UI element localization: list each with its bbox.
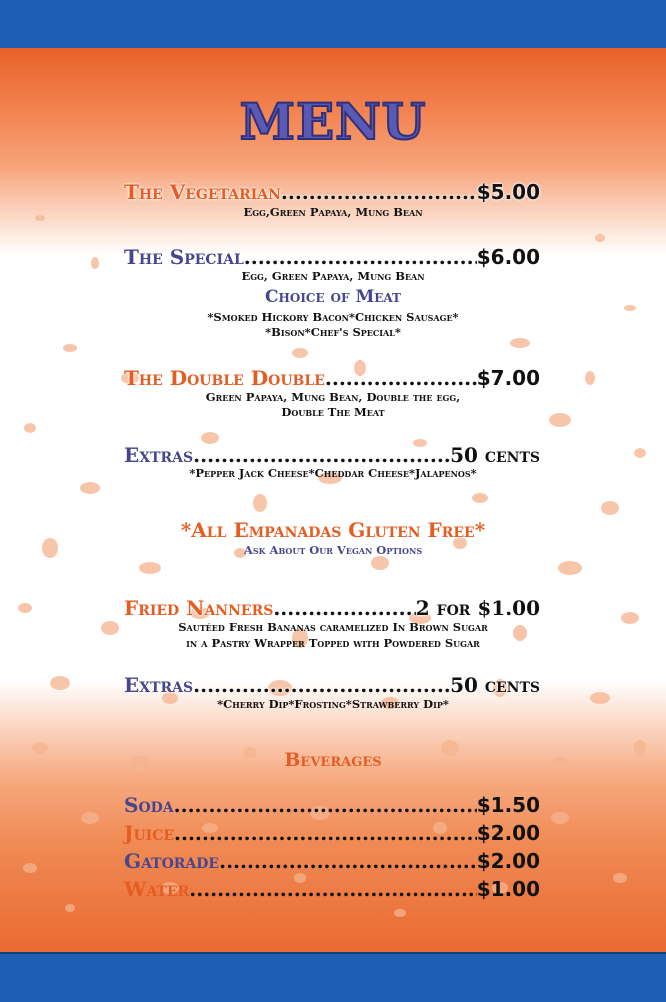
beverages-heading: Beverages: [284, 749, 382, 771]
beverage-water: [124, 877, 540, 901]
beverage-name: Gatorade: [124, 849, 220, 873]
item-price: $5.00: [476, 180, 540, 204]
item-price: $7.00: [476, 366, 540, 390]
item-name: The Double Double: [124, 366, 325, 390]
item-description: Sautéed Fresh Bananas caramelized In Brown Sugar: [178, 620, 488, 634]
item-price: $6.00: [476, 245, 540, 269]
item-name: Fried Nanners: [124, 596, 274, 620]
choice-of-meat-heading: Choice of Meat: [265, 287, 401, 307]
meat-option-line: *Smoked Hickory Bacon*Chicken Sausage*: [207, 310, 459, 324]
gluten-free-notice: *All Empanadas Gluten Free*: [180, 518, 486, 542]
menu-item-fried-nanners: [124, 596, 540, 620]
leader-dots: [244, 245, 477, 269]
bottom-blue-bar: [0, 952, 666, 1002]
item-description: Egg, Green Papaya, Mung Bean: [241, 269, 425, 283]
leader-dots: [193, 443, 450, 467]
item-price: 50 cents: [450, 443, 540, 467]
beverage-gatorade: [124, 849, 540, 873]
leader-dots: [174, 793, 477, 817]
beverage-price: $1.50: [476, 793, 540, 817]
beverage-name: Water: [124, 877, 190, 901]
item-price: 50 cents: [450, 673, 540, 697]
leader-dots: [174, 821, 477, 845]
beverage-price: $2.00: [476, 821, 540, 845]
item-name: The Special: [124, 245, 244, 269]
item-description: Double The Meat: [281, 405, 385, 419]
item-description: *Cherry Dip*Frosting*Strawberry Dip*: [217, 697, 449, 711]
leader-dots: [325, 366, 477, 390]
item-name: The Vegetarian: [124, 180, 281, 204]
menu-title: MENU: [239, 92, 427, 151]
item-description: in a Pastry Wrapper Topped with Powdered Sugar: [186, 636, 480, 650]
item-name: Extras: [124, 673, 194, 697]
leader-dots: [219, 849, 477, 873]
leader-dots: [193, 673, 450, 697]
menu-item-extras: [124, 443, 540, 467]
menu-item-special: [124, 245, 540, 269]
top-blue-bar: [0, 0, 666, 50]
beverage-name: Juice: [124, 821, 175, 845]
beverage-price: $2.00: [476, 849, 540, 873]
beverage-soda: [124, 793, 540, 817]
beverage-name: Soda: [124, 793, 174, 817]
vegan-options-note: Ask About Our Vegan Options: [243, 543, 423, 557]
item-price: 2 for $1.00: [415, 596, 540, 620]
item-description: *Pepper Jack Cheese*Cheddar Cheese*Jalapenos*: [189, 466, 477, 480]
item-description: Green Papaya, Mung Bean, Double the egg,: [205, 390, 461, 404]
beverage-price: $1.00: [476, 877, 540, 901]
leader-dots: [273, 596, 415, 620]
leader-dots: [189, 877, 476, 901]
meat-option-line: *Bison*Chef's Special*: [265, 325, 401, 339]
item-name: Extras: [124, 443, 194, 467]
menu-item-dessert-extras: [124, 673, 540, 697]
beverage-juice: [124, 821, 540, 845]
item-description: Egg,Green Papaya, Mung Bean: [243, 205, 423, 219]
menu-item-double-double: [124, 366, 540, 390]
menu-item-vegetarian: [124, 180, 540, 204]
leader-dots: [281, 180, 477, 204]
